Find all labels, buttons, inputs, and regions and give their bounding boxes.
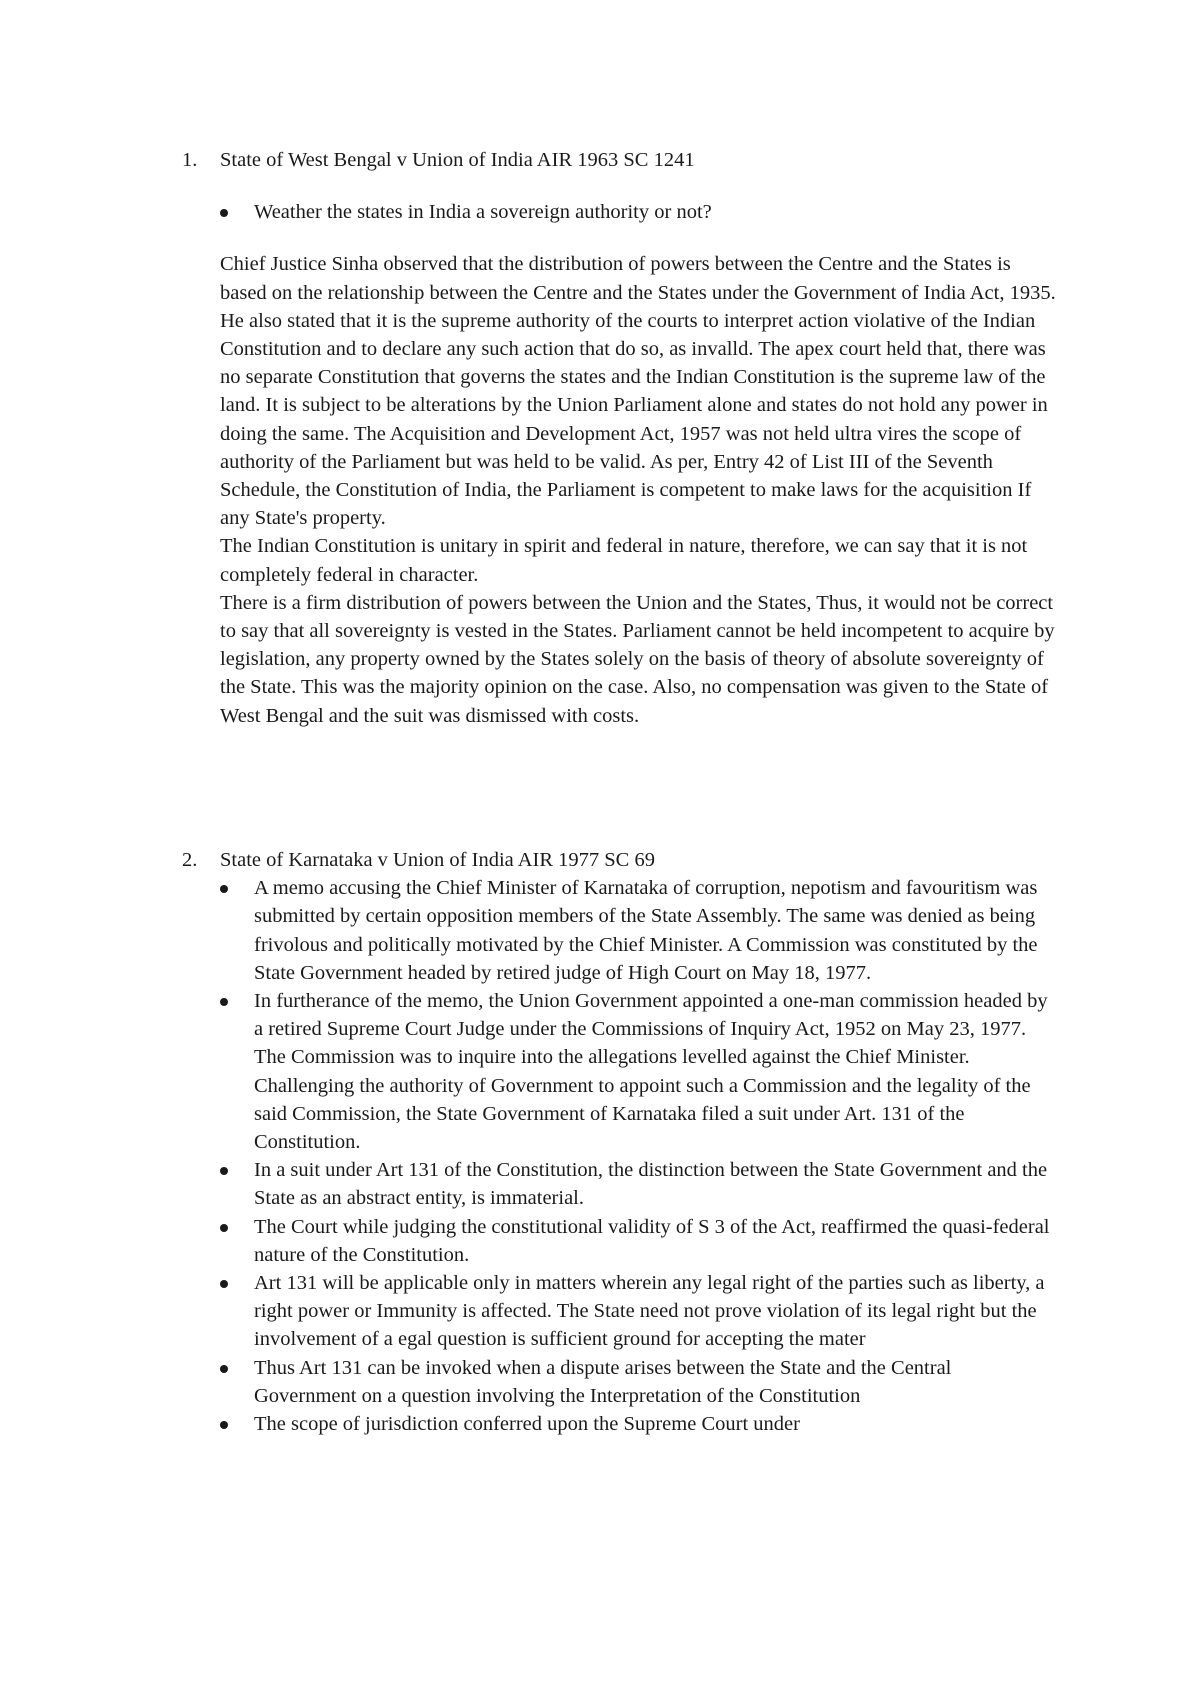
- bullet-icon: [220, 209, 228, 217]
- question-text: Weather the states in India a sovereign authority or not?: [254, 201, 712, 224]
- bullet-icon: [220, 998, 228, 1006]
- bullet-icon: [220, 1224, 228, 1232]
- case-1-question-list: [182, 198, 1082, 226]
- case-2-heading: [182, 846, 1082, 874]
- list-item: [144, 987, 1054, 1156]
- point-text: In a suit under Art 131 of the Constitution, the distinction between the State Government and the State as an abstract entity, is immaterial.: [254, 1159, 1048, 1210]
- case-2-points: [144, 874, 1082, 1438]
- case-2: [182, 846, 1082, 1438]
- list-item: [144, 1269, 1054, 1354]
- bullet-icon: [220, 885, 228, 893]
- case-number: 1.: [182, 149, 198, 171]
- list-item: [144, 1213, 1054, 1269]
- point-text: The Court while judging the constitutional validity of S 3 of the Act, reaffirmed the quasi-federal nature of the Constitution.: [254, 1215, 1050, 1266]
- list-item: [144, 198, 1054, 226]
- paragraph: The Indian Constitution is unitary in spirit and federal in nature, therefore, we can say that it is not completely federal in character.: [220, 535, 1028, 586]
- case-1: [182, 146, 1082, 730]
- point-text: The scope of jurisdiction conferred upon the Supreme Court under: [254, 1413, 800, 1436]
- point-text: A memo accusing the Chief Minister of Karnataka of corruption, nepotism and favouritism was submitted by certain opposition members of the State Assembly. The same was denied as being frivolous and politically motivated by the Chief Minister. A Commission was constituted by the State Government headed by retired judge of High Court on May 18, 1977.: [254, 877, 1038, 984]
- case-title: State of West Bengal v Union of India AIR 1963 SC 1241: [220, 149, 695, 171]
- point-text: Art 131 will be applicable only in matters wherein any legal right of the parties such as liberty, a right power or Immunity is affected. The State need not prove violation of its legal right but the involvement of a egal question is sufficient ground for accepting the mater: [254, 1272, 1045, 1351]
- point-text: In furtherance of the memo, the Union Government appointed a one-man commission headed by a retired Supreme Court Judge under the Commissions of Inquiry Act, 1952 on May 23, 1977. The Commission was to inquire into the allegations levelled against the Chief Minister. Challenging the authority of Government to appoint such a Commission and the legality of the said Commission, the State Government of Karnataka filed a suit under Art. 131 of the Constitution.: [254, 990, 1048, 1154]
- list-item: [144, 874, 1054, 987]
- case-1-body: [182, 250, 1082, 729]
- paragraph: Chief Justice Sinha observed that the distribution of powers between the Centre and the States is based on the relationship between the Centre and the States under the Government of India Act, 1935.: [220, 253, 1056, 304]
- list-item: [144, 1410, 1054, 1438]
- list-item: [144, 1156, 1054, 1212]
- paragraph: He also stated that it is the supreme authority of the courts to interpret action violative of the Indian Constitution and to declare any such action that do so, as invalld. The apex court held that, there was no separate Constitution that governs the states and the Indian Constitution is the supreme law of the land. It is subject to be alterations by the Union Parliament alone and states do not hold any power in doing the same. The Acquisition and Development Act, 1957 was not held ultra vires the scope of authority of the Parliament but was held to be valid. As per, Entry 42 of List III of the Seventh Schedule, the Constitution of India, the Parliament is competent to make laws for the acquisition If any State's property.: [220, 309, 1048, 530]
- case-title: State of Karnataka v Union of India AIR 1977 SC 69: [220, 849, 655, 871]
- bullet-icon: [220, 1280, 228, 1288]
- bullet-icon: [220, 1365, 228, 1373]
- paragraph: There is a firm distribution of powers between the Union and the States, Thus, it would not be correct to say that all sovereignty is vested in the States. Parliament cannot be held incompetent to acquire by legislation, any property owned by the States solely on the basis of theory of absolute sovereignty of the State. This was the majority opinion on the case. Also, no compensation was given to the State of West Bengal and the suit was dismissed with costs.: [220, 591, 1055, 727]
- case-number: 2.: [182, 849, 198, 871]
- point-text: Thus Art 131 can be invoked when a dispute arises between the State and the Central Government on a question involving the Interpretation of the Constitution: [254, 1356, 952, 1407]
- bullet-icon: [220, 1421, 228, 1429]
- bullet-icon: [220, 1167, 228, 1175]
- list-item: [144, 1354, 1054, 1410]
- case-1-heading: [182, 146, 1082, 174]
